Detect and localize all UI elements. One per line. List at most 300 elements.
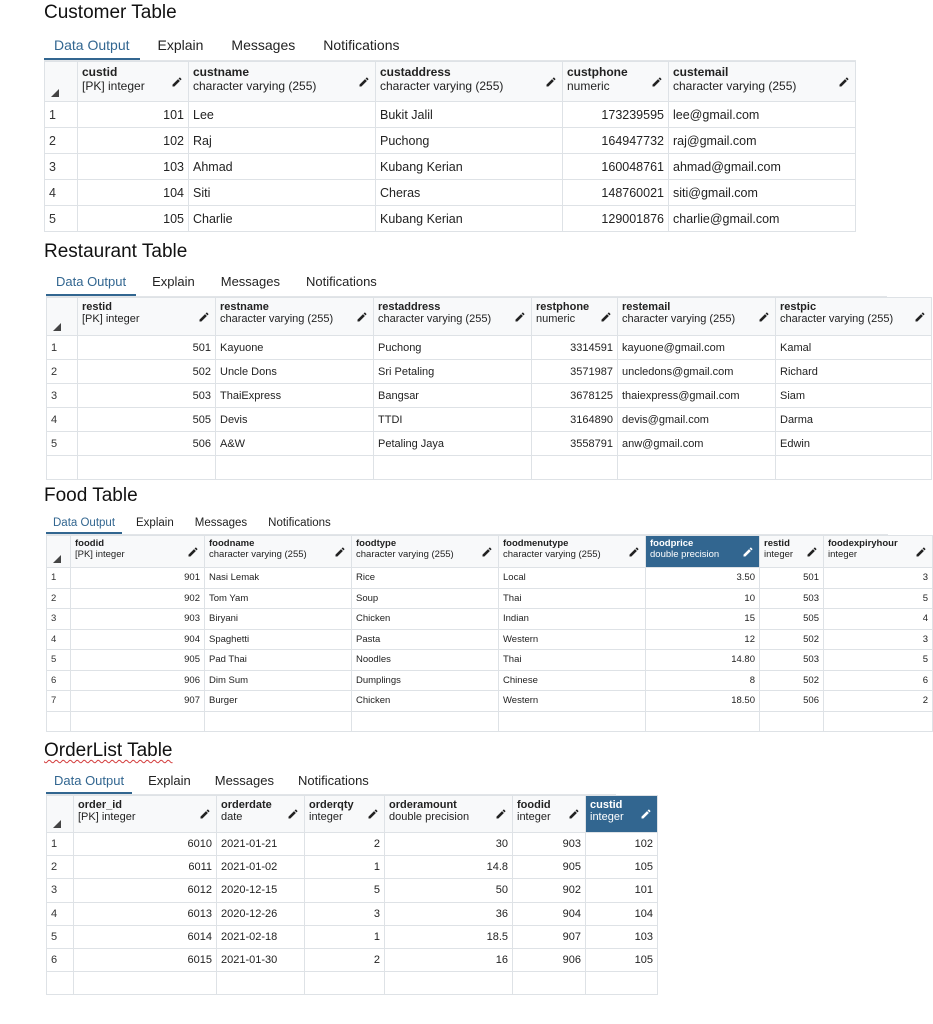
table-row[interactable] bbox=[45, 154, 856, 180]
cell-foodid[interactable]: 903 bbox=[513, 833, 586, 856]
column-header-order_id[interactable] bbox=[74, 796, 217, 833]
cell-foodid[interactable]: 905 bbox=[71, 650, 205, 671]
cell-foodname[interactable]: Nasi Lemak bbox=[205, 568, 352, 589]
cell-custemail[interactable]: raj@gmail.com bbox=[669, 128, 856, 154]
cell-order_id[interactable]: 6015 bbox=[74, 948, 217, 971]
column-header-foodtype[interactable] bbox=[352, 536, 499, 568]
cell-restemail[interactable]: kayuone@gmail.com bbox=[618, 336, 776, 360]
cell-foodprice[interactable]: 18.50 bbox=[646, 691, 760, 712]
empty-cell[interactable] bbox=[47, 711, 71, 732]
row-number[interactable]: 1 bbox=[47, 568, 71, 589]
column-header-restname[interactable] bbox=[216, 298, 374, 336]
column-header-restpic[interactable] bbox=[776, 298, 932, 336]
cell-orderdate[interactable]: 2020-12-15 bbox=[217, 879, 305, 902]
cell-restpic[interactable]: Darma bbox=[776, 408, 932, 432]
edit-pencil-icon[interactable] bbox=[495, 808, 507, 820]
cell-custphone[interactable]: 164947732 bbox=[563, 128, 669, 154]
tab-data-output[interactable]: Data Output bbox=[46, 513, 122, 534]
table-row[interactable] bbox=[47, 336, 932, 360]
edit-pencil-icon[interactable] bbox=[367, 808, 379, 820]
cell-custname[interactable]: Charlie bbox=[189, 206, 376, 232]
table-row[interactable] bbox=[47, 670, 933, 691]
cell-restaddress[interactable]: Petaling Jaya bbox=[374, 432, 532, 456]
row-number[interactable]: 3 bbox=[47, 879, 74, 902]
cell-custaddress[interactable]: Bukit Jalil bbox=[376, 102, 563, 128]
tab-notifications[interactable]: Notifications bbox=[306, 274, 377, 289]
column-header-restaddress[interactable] bbox=[374, 298, 532, 336]
cell-custname[interactable]: Ahmad bbox=[189, 154, 376, 180]
empty-cell[interactable] bbox=[352, 711, 499, 732]
tab-messages[interactable]: Messages bbox=[214, 772, 274, 788]
orderlist-results-panel bbox=[46, 768, 653, 995]
row-number-header[interactable] bbox=[45, 62, 78, 102]
cell-foodmenutype[interactable]: Thai bbox=[499, 650, 646, 671]
cell-restphone[interactable]: 3571987 bbox=[532, 360, 618, 384]
cell-restname[interactable]: ThaiExpress bbox=[216, 384, 374, 408]
cell-foodtype[interactable]: Chicken bbox=[352, 691, 499, 712]
cell-order_id[interactable]: 6012 bbox=[74, 879, 217, 902]
row-number[interactable]: 3 bbox=[47, 609, 71, 630]
table-row[interactable] bbox=[47, 856, 658, 879]
cell-foodmenutype[interactable]: Chinese bbox=[499, 670, 646, 691]
table-row[interactable] bbox=[47, 650, 933, 671]
cell-foodtype[interactable]: Chicken bbox=[352, 609, 499, 630]
restaurant-result-table bbox=[46, 297, 932, 480]
row-number[interactable]: 3 bbox=[47, 384, 78, 408]
column-type: integer bbox=[828, 549, 858, 560]
column-name: custaddress bbox=[380, 65, 451, 79]
sort-triangle-icon bbox=[51, 89, 59, 97]
column-type: character varying (255) bbox=[622, 313, 736, 325]
edit-pencil-icon[interactable] bbox=[545, 76, 557, 88]
customer-result-table bbox=[44, 61, 856, 232]
tab-data-output[interactable]: Data Output bbox=[46, 768, 132, 794]
tab-explain[interactable]: Explain bbox=[148, 772, 191, 788]
cell-restid[interactable]: 505 bbox=[78, 408, 216, 432]
column-header-custname[interactable] bbox=[189, 62, 376, 102]
cell-orderamount[interactable]: 14.8 bbox=[385, 856, 513, 879]
column-header-custid[interactable] bbox=[586, 796, 658, 833]
cell-orderdate[interactable]: 2021-01-21 bbox=[217, 833, 305, 856]
edit-pencil-icon[interactable] bbox=[187, 546, 199, 558]
sort-triangle-icon bbox=[53, 555, 61, 563]
cell-foodprice[interactable]: 12 bbox=[646, 629, 760, 650]
cell-custid[interactable]: 101 bbox=[78, 102, 189, 128]
table-row[interactable] bbox=[47, 833, 658, 856]
cell-restname[interactable]: Devis bbox=[216, 408, 374, 432]
empty-cell[interactable] bbox=[216, 456, 374, 480]
cell-orderqty[interactable]: 5 bbox=[305, 879, 385, 902]
table-row[interactable] bbox=[47, 360, 932, 384]
table-row[interactable] bbox=[47, 948, 658, 971]
cell-restid[interactable]: 506 bbox=[760, 691, 824, 712]
cell-restid[interactable]: 503 bbox=[78, 384, 216, 408]
cell-custid[interactable]: 104 bbox=[586, 902, 658, 925]
empty-cell[interactable] bbox=[499, 711, 646, 732]
edit-pencil-icon[interactable] bbox=[481, 546, 493, 558]
empty-row[interactable] bbox=[47, 972, 658, 995]
column-header-foodexpiryhour[interactable] bbox=[824, 536, 933, 568]
row-number[interactable]: 5 bbox=[47, 925, 74, 948]
row-number[interactable]: 7 bbox=[47, 691, 71, 712]
empty-cell[interactable] bbox=[385, 972, 513, 995]
cell-foodtype[interactable]: Dumplings bbox=[352, 670, 499, 691]
cell-restaddress[interactable]: Puchong bbox=[374, 336, 532, 360]
empty-row[interactable] bbox=[47, 711, 933, 732]
cell-custemail[interactable]: lee@gmail.com bbox=[669, 102, 856, 128]
table-row[interactable] bbox=[45, 206, 856, 232]
cell-custphone[interactable]: 148760021 bbox=[563, 180, 669, 206]
cell-restphone[interactable]: 3558791 bbox=[532, 432, 618, 456]
empty-row[interactable] bbox=[47, 456, 932, 480]
cell-custname[interactable]: Lee bbox=[189, 102, 376, 128]
tab-explain[interactable]: Explain bbox=[136, 516, 174, 529]
cell-foodmenutype[interactable]: Western bbox=[499, 691, 646, 712]
cell-custemail[interactable]: ahmad@gmail.com bbox=[669, 154, 856, 180]
cell-restid[interactable]: 501 bbox=[78, 336, 216, 360]
tab-notifications[interactable]: Notifications bbox=[268, 516, 331, 529]
cell-restaddress[interactable]: Bangsar bbox=[374, 384, 532, 408]
cell-order_id[interactable]: 6010 bbox=[74, 833, 217, 856]
cell-restname[interactable]: Uncle Dons bbox=[216, 360, 374, 384]
cell-custphone[interactable]: 173239595 bbox=[563, 102, 669, 128]
column-name: foodmenutype bbox=[503, 538, 569, 549]
empty-cell[interactable] bbox=[374, 456, 532, 480]
cell-custid[interactable]: 103 bbox=[78, 154, 189, 180]
cell-orderdate[interactable]: 2020-12-26 bbox=[217, 902, 305, 925]
row-number[interactable]: 2 bbox=[47, 588, 71, 609]
row-number-header[interactable] bbox=[47, 796, 74, 833]
cell-orderamount[interactable]: 18.5 bbox=[385, 925, 513, 948]
tab-notifications[interactable]: Notifications bbox=[323, 36, 400, 53]
empty-cell[interactable] bbox=[824, 711, 933, 732]
tab-messages[interactable]: Messages bbox=[194, 516, 248, 529]
cell-custid[interactable]: 104 bbox=[78, 180, 189, 206]
cell-foodmenutype[interactable]: Indian bbox=[499, 609, 646, 630]
tab-explain[interactable]: Explain bbox=[152, 274, 195, 289]
empty-cell[interactable] bbox=[78, 456, 216, 480]
cell-foodtype[interactable]: Noodles bbox=[352, 650, 499, 671]
edit-pencil-icon[interactable] bbox=[806, 546, 818, 558]
cell-foodexpiryhour[interactable]: 3 bbox=[824, 568, 933, 589]
edit-pencil-icon[interactable] bbox=[358, 76, 370, 88]
column-header-orderamount[interactable] bbox=[385, 796, 513, 833]
cell-custid[interactable]: 102 bbox=[78, 128, 189, 154]
cell-orderdate[interactable]: 2021-01-02 bbox=[217, 856, 305, 879]
edit-pencil-icon[interactable] bbox=[742, 546, 754, 558]
table-row[interactable] bbox=[47, 925, 658, 948]
cell-restpic[interactable]: Siam bbox=[776, 384, 932, 408]
table-row[interactable] bbox=[45, 180, 856, 206]
edit-pencil-icon[interactable] bbox=[914, 311, 926, 323]
cell-foodname[interactable]: Pad Thai bbox=[205, 650, 352, 671]
cell-foodid[interactable]: 903 bbox=[71, 609, 205, 630]
column-header-orderqty[interactable] bbox=[305, 796, 385, 833]
cell-orderqty[interactable]: 2 bbox=[305, 948, 385, 971]
cell-custname[interactable]: Siti bbox=[189, 180, 376, 206]
cell-foodtype[interactable]: Soup bbox=[352, 588, 499, 609]
column-header-custemail[interactable] bbox=[669, 62, 856, 102]
table-row[interactable] bbox=[47, 432, 932, 456]
cell-restid[interactable]: 502 bbox=[78, 360, 216, 384]
row-number[interactable]: 2 bbox=[45, 128, 78, 154]
empty-cell[interactable] bbox=[71, 711, 205, 732]
column-header-custphone[interactable] bbox=[563, 62, 669, 102]
cell-orderdate[interactable]: 2021-02-18 bbox=[217, 925, 305, 948]
column-header-orderdate[interactable] bbox=[217, 796, 305, 833]
column-header-restid[interactable] bbox=[760, 536, 824, 568]
empty-cell[interactable] bbox=[205, 711, 352, 732]
cell-restpic[interactable]: Richard bbox=[776, 360, 932, 384]
edit-pencil-icon[interactable] bbox=[356, 311, 368, 323]
cell-restid[interactable]: 502 bbox=[760, 629, 824, 650]
column-type: double precision bbox=[389, 811, 470, 823]
cell-foodid[interactable]: 905 bbox=[513, 856, 586, 879]
cell-orderamount[interactable]: 36 bbox=[385, 902, 513, 925]
cell-foodtype[interactable]: Pasta bbox=[352, 629, 499, 650]
cell-foodmenutype[interactable]: Thai bbox=[499, 588, 646, 609]
cell-foodexpiryhour[interactable]: 5 bbox=[824, 650, 933, 671]
cell-foodexpiryhour[interactable]: 2 bbox=[824, 691, 933, 712]
cell-orderamount[interactable]: 50 bbox=[385, 879, 513, 902]
cell-foodexpiryhour[interactable]: 4 bbox=[824, 609, 933, 630]
row-number-header[interactable] bbox=[47, 536, 71, 568]
cell-restid[interactable]: 505 bbox=[760, 609, 824, 630]
edit-pencil-icon[interactable] bbox=[514, 311, 526, 323]
cell-foodexpiryhour[interactable]: 3 bbox=[824, 629, 933, 650]
cell-restemail[interactable]: devis@gmail.com bbox=[618, 408, 776, 432]
empty-cell[interactable] bbox=[47, 972, 74, 995]
cell-foodprice[interactable]: 14.80 bbox=[646, 650, 760, 671]
cell-foodid[interactable]: 904 bbox=[513, 902, 586, 925]
column-header-custaddress[interactable] bbox=[376, 62, 563, 102]
column-name: custemail bbox=[673, 65, 729, 79]
cell-foodid[interactable]: 902 bbox=[71, 588, 205, 609]
cell-custid[interactable]: 102 bbox=[586, 833, 658, 856]
tab-messages[interactable]: Messages bbox=[220, 274, 280, 289]
column-header-foodname[interactable] bbox=[205, 536, 352, 568]
tab-data-output[interactable]: Data Output bbox=[46, 269, 136, 296]
table-row[interactable] bbox=[47, 609, 933, 630]
column-header-foodid[interactable] bbox=[71, 536, 205, 568]
empty-cell[interactable] bbox=[305, 972, 385, 995]
empty-cell[interactable] bbox=[217, 972, 305, 995]
cell-order_id[interactable]: 6013 bbox=[74, 902, 217, 925]
cell-foodname[interactable]: Burger bbox=[205, 691, 352, 712]
cell-custid[interactable]: 103 bbox=[586, 925, 658, 948]
column-header-custid[interactable] bbox=[78, 62, 189, 102]
tab-explain[interactable]: Explain bbox=[157, 36, 204, 53]
cell-restemail[interactable]: thaiexpress@gmail.com bbox=[618, 384, 776, 408]
cell-foodmenutype[interactable]: Local bbox=[499, 568, 646, 589]
column-name: restphone bbox=[536, 301, 590, 313]
cell-foodexpiryhour[interactable]: 5 bbox=[824, 588, 933, 609]
cell-restid[interactable]: 503 bbox=[760, 588, 824, 609]
cell-custaddress[interactable]: Puchong bbox=[376, 128, 563, 154]
cell-custname[interactable]: Raj bbox=[189, 128, 376, 154]
row-number[interactable]: 3 bbox=[45, 154, 78, 180]
cell-foodprice[interactable]: 10 bbox=[646, 588, 760, 609]
row-number[interactable]: 1 bbox=[47, 833, 74, 856]
table-row[interactable] bbox=[47, 879, 658, 902]
row-number-header[interactable] bbox=[47, 298, 78, 336]
edit-pencil-icon[interactable] bbox=[171, 76, 183, 88]
cell-orderamount[interactable]: 30 bbox=[385, 833, 513, 856]
row-number[interactable]: 4 bbox=[45, 180, 78, 206]
table-row[interactable] bbox=[47, 691, 933, 712]
edit-pencil-icon[interactable] bbox=[287, 808, 299, 820]
edit-pencil-icon[interactable] bbox=[199, 808, 211, 820]
column-name: foodid bbox=[75, 538, 105, 549]
cell-foodprice[interactable]: 15 bbox=[646, 609, 760, 630]
orderlist-data-grid bbox=[46, 795, 653, 995]
empty-cell[interactable] bbox=[513, 972, 586, 995]
cell-custaddress[interactable]: Kubang Kerian bbox=[376, 154, 563, 180]
empty-cell[interactable] bbox=[760, 711, 824, 732]
cell-custphone[interactable]: 160048761 bbox=[563, 154, 669, 180]
empty-cell[interactable] bbox=[586, 972, 658, 995]
column-header-restid[interactable] bbox=[78, 298, 216, 336]
row-number[interactable]: 4 bbox=[47, 408, 78, 432]
cell-foodid[interactable]: 906 bbox=[71, 670, 205, 691]
cell-custemail[interactable]: charlie@gmail.com bbox=[669, 206, 856, 232]
cell-restaddress[interactable]: Sri Petaling bbox=[374, 360, 532, 384]
cell-restpic[interactable]: Edwin bbox=[776, 432, 932, 456]
row-number[interactable]: 6 bbox=[47, 948, 74, 971]
cell-foodid[interactable]: 906 bbox=[513, 948, 586, 971]
cell-custid[interactable]: 105 bbox=[586, 856, 658, 879]
cell-foodmenutype[interactable]: Western bbox=[499, 629, 646, 650]
cell-restname[interactable]: Kayuone bbox=[216, 336, 374, 360]
row-number[interactable]: 1 bbox=[47, 336, 78, 360]
edit-pencil-icon[interactable] bbox=[838, 76, 850, 88]
cell-restid[interactable]: 503 bbox=[760, 650, 824, 671]
column-type: character varying (255) bbox=[220, 313, 334, 325]
row-number[interactable]: 4 bbox=[47, 902, 74, 925]
edit-pencil-icon[interactable] bbox=[640, 808, 652, 820]
cell-order_id[interactable]: 6014 bbox=[74, 925, 217, 948]
column-header-restemail[interactable] bbox=[618, 298, 776, 336]
edit-pencil-icon[interactable] bbox=[628, 546, 640, 558]
cell-foodid[interactable]: 907 bbox=[513, 925, 586, 948]
cell-foodid[interactable]: 904 bbox=[71, 629, 205, 650]
cell-restid[interactable]: 501 bbox=[760, 568, 824, 589]
tab-data-output[interactable]: Data Output bbox=[44, 31, 140, 60]
cell-orderqty[interactable]: 3 bbox=[305, 902, 385, 925]
cell-restid[interactable]: 502 bbox=[760, 670, 824, 691]
cell-custid[interactable]: 101 bbox=[586, 879, 658, 902]
cell-orderqty[interactable]: 1 bbox=[305, 925, 385, 948]
column-header-foodmenutype[interactable] bbox=[499, 536, 646, 568]
cell-foodname[interactable]: Biryani bbox=[205, 609, 352, 630]
table-row[interactable] bbox=[47, 588, 933, 609]
edit-pencil-icon[interactable] bbox=[334, 546, 346, 558]
table-row[interactable] bbox=[45, 128, 856, 154]
row-number[interactable]: 1 bbox=[45, 102, 78, 128]
cell-restphone[interactable]: 3314591 bbox=[532, 336, 618, 360]
tab-messages[interactable]: Messages bbox=[231, 36, 296, 53]
empty-cell[interactable] bbox=[74, 972, 217, 995]
edit-pencil-icon[interactable] bbox=[198, 311, 210, 323]
table-row[interactable] bbox=[47, 568, 933, 589]
cell-orderdate[interactable]: 2021-01-30 bbox=[217, 948, 305, 971]
empty-cell[interactable] bbox=[776, 456, 932, 480]
cell-foodname[interactable]: Spaghetti bbox=[205, 629, 352, 650]
tab-notifications[interactable]: Notifications bbox=[298, 772, 369, 788]
row-number[interactable]: 5 bbox=[45, 206, 78, 232]
cell-orderqty[interactable]: 2 bbox=[305, 833, 385, 856]
cell-restemail[interactable]: uncledons@gmail.com bbox=[618, 360, 776, 384]
cell-restid[interactable]: 506 bbox=[78, 432, 216, 456]
table-row[interactable] bbox=[47, 408, 932, 432]
table-row[interactable] bbox=[47, 384, 932, 408]
column-type: [PK] integer bbox=[78, 811, 136, 823]
edit-pencil-icon[interactable] bbox=[758, 311, 770, 323]
cell-foodexpiryhour[interactable]: 6 bbox=[824, 670, 933, 691]
empty-cell[interactable] bbox=[532, 456, 618, 480]
cell-custphone[interactable]: 129001876 bbox=[563, 206, 669, 232]
cell-orderqty[interactable]: 1 bbox=[305, 856, 385, 879]
table-row[interactable] bbox=[45, 102, 856, 128]
column-header-foodprice[interactable] bbox=[646, 536, 760, 568]
empty-cell[interactable] bbox=[646, 711, 760, 732]
cell-foodtype[interactable]: Rice bbox=[352, 568, 499, 589]
cell-foodid[interactable]: 901 bbox=[71, 568, 205, 589]
cell-custaddress[interactable]: Cheras bbox=[376, 180, 563, 206]
cell-foodid[interactable]: 907 bbox=[71, 691, 205, 712]
cell-custemail[interactable]: siti@gmail.com bbox=[669, 180, 856, 206]
row-number[interactable]: 2 bbox=[47, 856, 74, 879]
cell-order_id[interactable]: 6011 bbox=[74, 856, 217, 879]
column-name: restemail bbox=[622, 301, 671, 313]
table-row[interactable] bbox=[47, 629, 933, 650]
cell-restphone[interactable]: 3164890 bbox=[532, 408, 618, 432]
column-type: integer bbox=[517, 811, 551, 823]
edit-pencil-icon[interactable] bbox=[651, 76, 663, 88]
column-header-restphone[interactable] bbox=[532, 298, 618, 336]
empty-cell[interactable] bbox=[47, 456, 78, 480]
cell-foodprice[interactable]: 8 bbox=[646, 670, 760, 691]
row-number[interactable]: 5 bbox=[47, 650, 71, 671]
table-row[interactable] bbox=[47, 902, 658, 925]
cell-restphone[interactable]: 3678125 bbox=[532, 384, 618, 408]
cell-restname[interactable]: A&W bbox=[216, 432, 374, 456]
cell-foodname[interactable]: Tom Yam bbox=[205, 588, 352, 609]
cell-custid[interactable]: 105 bbox=[78, 206, 189, 232]
sort-triangle-icon bbox=[53, 820, 61, 828]
cell-custaddress[interactable]: Kubang Kerian bbox=[376, 206, 563, 232]
header-row bbox=[45, 62, 856, 102]
cell-restpic[interactable]: Kamal bbox=[776, 336, 932, 360]
cell-restaddress[interactable]: TTDI bbox=[374, 408, 532, 432]
empty-cell[interactable] bbox=[618, 456, 776, 480]
column-header-foodid[interactable] bbox=[513, 796, 586, 833]
cell-restemail[interactable]: anw@gmail.com bbox=[618, 432, 776, 456]
edit-pencil-icon[interactable] bbox=[600, 311, 612, 323]
cell-foodprice[interactable]: 3.50 bbox=[646, 568, 760, 589]
edit-pencil-icon[interactable] bbox=[568, 808, 580, 820]
row-number[interactable]: 4 bbox=[47, 629, 71, 650]
edit-pencil-icon[interactable] bbox=[915, 546, 927, 558]
row-number[interactable]: 6 bbox=[47, 670, 71, 691]
cell-orderamount[interactable]: 16 bbox=[385, 948, 513, 971]
cell-custid[interactable]: 105 bbox=[586, 948, 658, 971]
column-type: integer bbox=[309, 811, 343, 823]
cell-foodid[interactable]: 902 bbox=[513, 879, 586, 902]
row-number[interactable]: 2 bbox=[47, 360, 78, 384]
cell-foodname[interactable]: Dim Sum bbox=[205, 670, 352, 691]
row-number[interactable]: 5 bbox=[47, 432, 78, 456]
